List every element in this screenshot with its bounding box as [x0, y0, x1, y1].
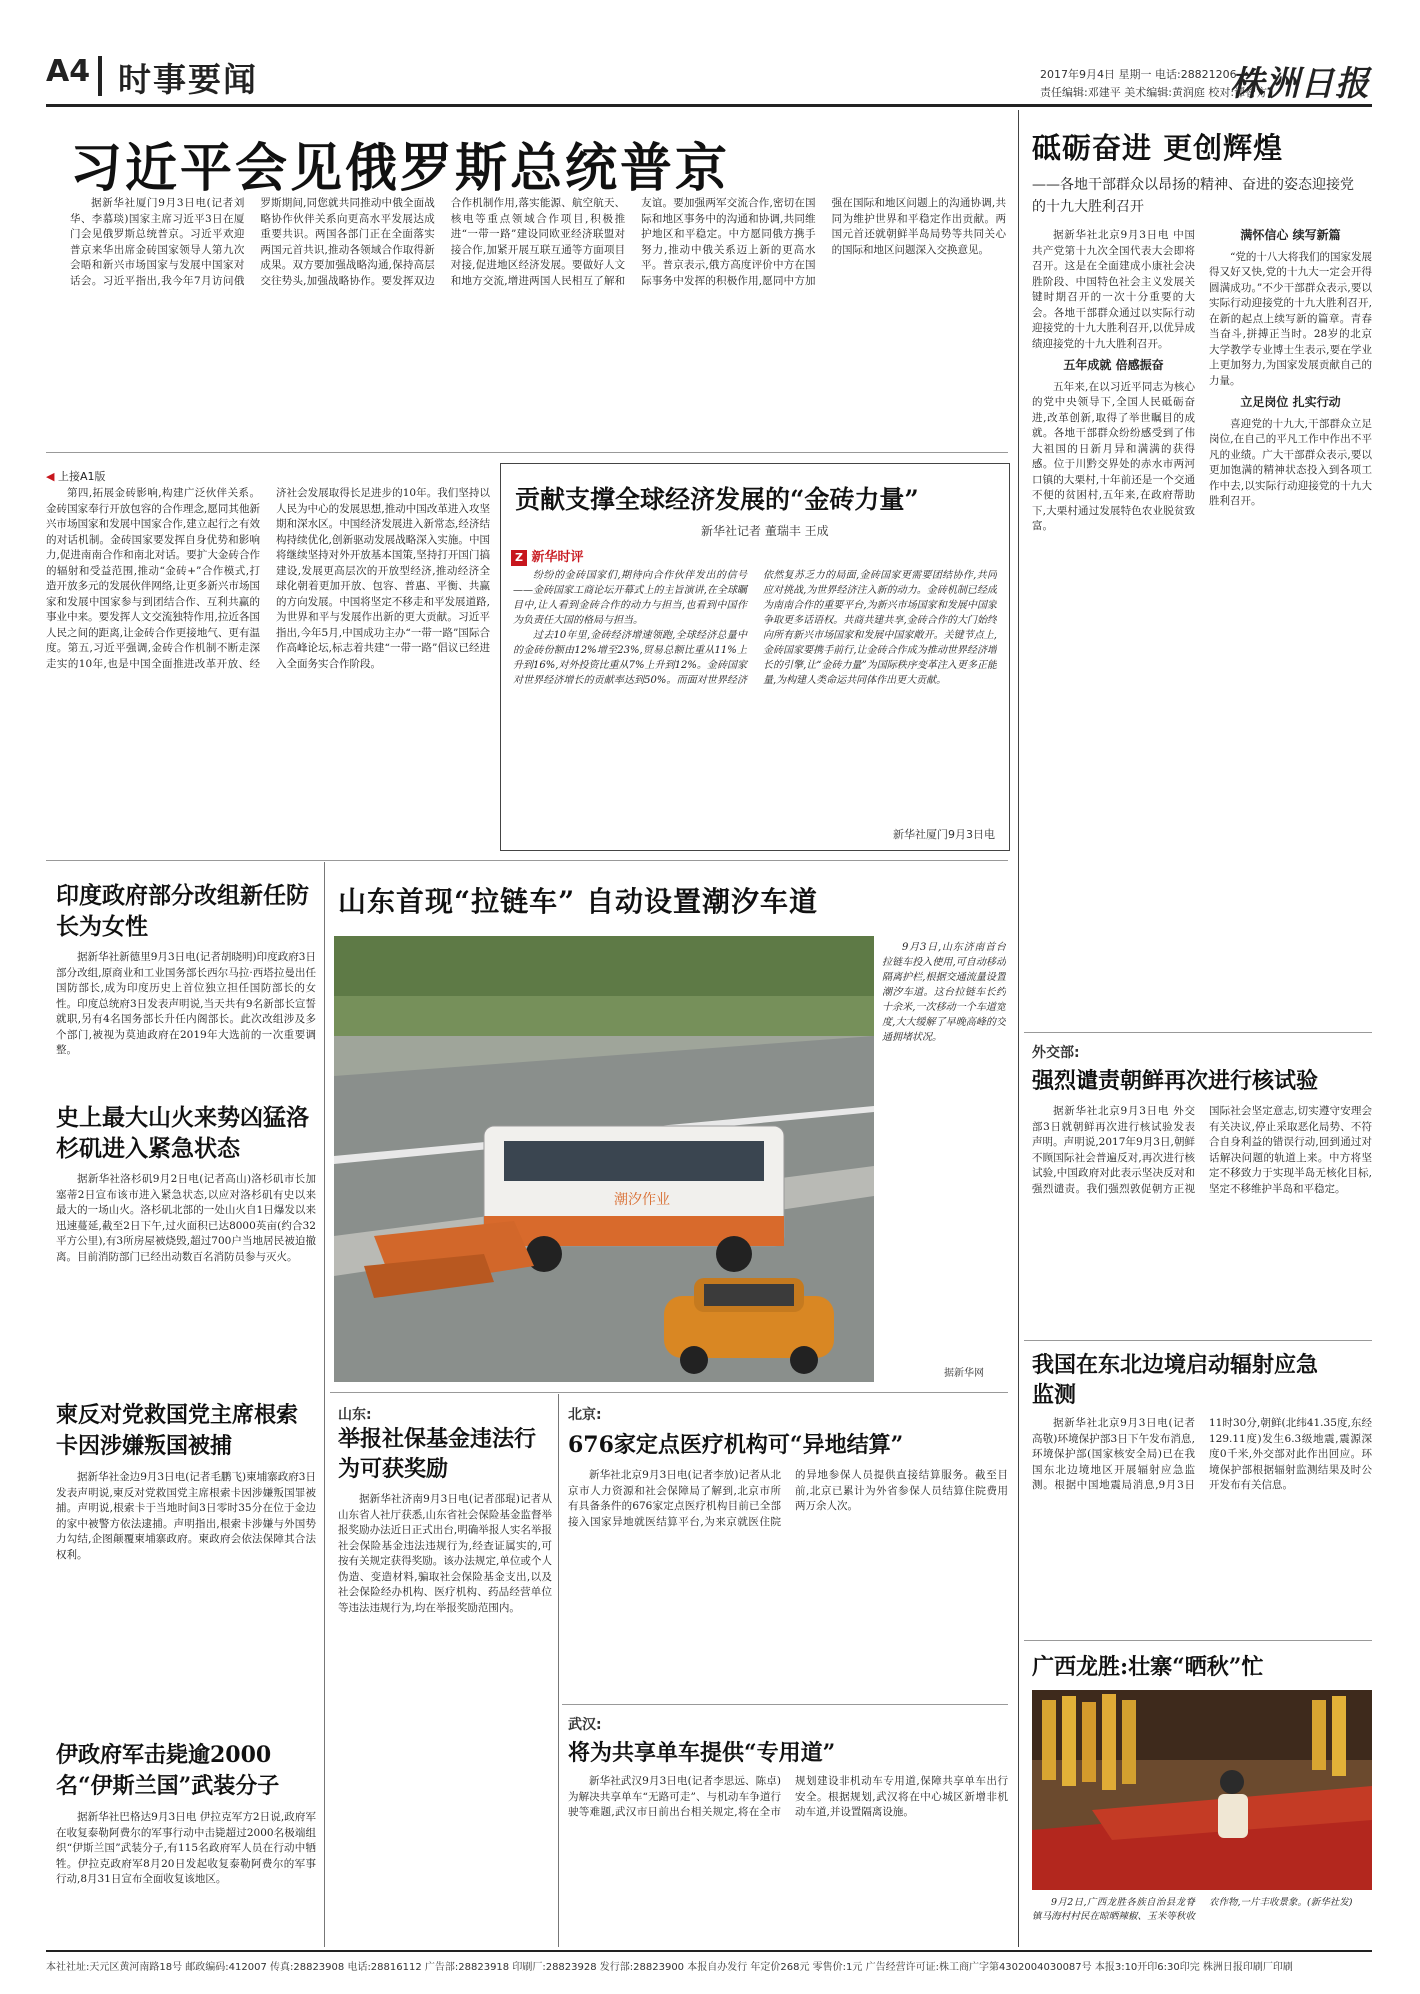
beijing-bottom-rule	[562, 1704, 1008, 1705]
commentary-box	[500, 463, 1010, 851]
footer-rule	[46, 1950, 1372, 1952]
wuhan-title: 将为共享单车提供“专用道”	[568, 1740, 836, 1766]
lead-bottom-rule	[46, 452, 1008, 453]
india-title	[56, 880, 316, 942]
villager-figure	[1218, 1770, 1248, 1838]
right-lead-paragraph-c: “党的十八大将我们的国家发展得又好又快,党的十九大一定会开得圆满成功。”不少干部群众表示,要以实际行动迎接党的十九大胜利召开,在新的起点上续写新的篇章。青春当奋斗,拼搏正当时。28岁的北京大学教学专业博士生表示,要在学业上更加努力,为国家发展贡献自己的力量。	[1209, 250, 1372, 387]
paper-logo: 株洲日报	[1230, 64, 1370, 104]
radiation-title-text: 我国在东北边境启动辐射应急监测	[1032, 1352, 1319, 1408]
lead-continued-paragraph: 第四,拓展金砖影响,构建广泛伙伴关系。金砖国家奉行开放包容的合作理念,愿同其他新兴市场国家和发展中国家合作,建立起行之有效的对话机制。金砖国家要发挥自身优势和影响力,促进南南合作和南北对话。要扩大金砖合作的辐射和受益范围,推动“金砖+”合作模式,打造开放多元的发展伙伴网络,让更多新兴市场国家和发展中国家参与到团结合作、互利共赢的事业中来。要发挥人文交流独特作用,拉近各国人民之间的距离,让金砖合作更接地气、更有温度。第五,习近平强调,金砖合作机制不断走深走实的10年,也是中国全面推进改革开放、经济社会发展取得长足进步的10年。我们坚持以人民为中心的发展思想,推动中国改革进入攻坚期和深水区。中国经济发展进入新常态,经济结构持续优化,创新驱动发展战略深入实施。中国将继续坚持对外开放基本国策,坚持打开国门搞建设,发展更高层次的开放型经济,推动经济全球化朝着更加开放、包容、普惠、平衡、共赢的方向发展。中国将坚定不移走和平发展道路,为世界和平与发展作出新的更大贡献。习近平指出,今年5月,中国成功主办“一带一路”国际合作高峰论坛,标志着共建“一带一路”倡议已经进入全面务实合作阶段。	[46, 487, 490, 670]
lead-paragraph: 据新华社厦门9月3日电(记者刘华、李慕琰)国家主席习近平3日在厦门会见俄罗斯总统普京。习近平欢迎普京来华出席金砖国家领导人第九次会晤和新兴市场国家与发展中国家对话会。习近平指出,我今年7月访问俄罗斯期间,同您就共同推动中俄全面战略协作伙伴关系向更高水平发展达成重要共识。两国各部门正在全面落实两国元首共识,推动各领域合作取得新成果。双方要加强战略沟通,保持高层交往势头,加强战略协作。要发挥双边合作机制作用,落实能源、航空航天、核电等重点领域合作项目,积极推进“一带一路”建设同欧亚经济联盟对接合作,加紧开展互联互通等方面项目对接,促进地区经济发展。要做好人文和地方交流,增进两国人民相互了解和友谊。要加强两军交流合作,密切在国际和地区事务中的沟通和协调,共同维护地区和平稳定。中方愿同俄方携手努力,推动中俄关系迈上新的更高水平。普京表示,俄方高度评价中方在国际事务中发挥的积极作用,愿同中方加强在国际和地区问题上的沟通协调,共同为维护世界和平稳定作出贡献。两国元首还就朝鲜半岛局势等共同关心的国际和地区问题深入交换意见。	[70, 197, 1006, 287]
radiation-body	[1032, 1416, 1372, 1634]
radiation-title	[1032, 1350, 1332, 1410]
footer-info: 本社社址:天元区黄河南路18号 邮政编码:412007 传真:28823908 电话:28816112 广告部:28823918 印刷厂:28823928 发行部:28823900 本报自办发行 年定价268元 零售价:1元 广告经营许可证:株工商广字第4302004030087号 本报3:10开印6:30印完 株洲日报印刷厂印刷	[46, 1962, 1293, 1973]
zipper-title: 山东首现“拉链车” 自动设置潮汐车道	[338, 885, 818, 918]
commentary-tag-label: 新华时评	[531, 550, 584, 565]
right-lead-body	[1032, 228, 1372, 1026]
india-title-text: 印度政府部分改组新任防长为女性	[56, 882, 309, 940]
nkorea-title: 强烈谴责朝鲜再次进行核试验	[1032, 1068, 1319, 1094]
nkorea-tag: 外交部:	[1032, 1045, 1080, 1061]
right-subhead-2: 满怀信心 续写新篇	[1240, 228, 1341, 242]
commentary-paragraph: 过去10年里,金砖经济增速领跑,全球经济总量中的金砖份额由12%增至23%,贸易总额比重从11%上升到16%,对外投资比重从7%上升到12%。金砖国家对世界经济增长的贡献率达到50%。而面对世界经济依然复苏乏力的局面,金砖国家更需要团结协作,共同应对挑战,为世界经济注入新的动力。金砖机制已经成为南南合作的重要平台,为新兴市场国家和发展中国家争取更多话语权。共商共建共享,金砖合作的大门始终向所有新兴市场国家和发展中国家敞开。关键节点上,金砖国家要携手前行,让金砖合作成为推动世界经济增长的引擎,让“金砖力量”为国际秩序变革注入更多正能量,为构建人类命运共同体作出更大贡献。	[513, 570, 997, 686]
guangxi-photo	[1032, 1690, 1372, 1890]
jump-marker	[46, 468, 106, 484]
wuhan-body	[568, 1774, 1008, 1946]
right-subhead-3: 立足岗位 扎实行动	[1240, 395, 1341, 409]
commentary-title: 贡献支撑全球经济发展的“金砖力量”	[515, 485, 919, 514]
left-col-divider	[324, 862, 325, 1947]
beijing-title: 676家定点医疗机构可“异地结算”	[568, 1432, 904, 1458]
commentary-tag	[511, 546, 584, 566]
mid-section-rule	[330, 1392, 1008, 1393]
zipper-photo-svg	[334, 936, 874, 1382]
fire-paragraph: 据新华社洛杉矶9月2日电(记者高山)洛杉矶市长加塞蒂2日宣布该市进入紧急状态,以应对洛杉矶有史以来最大的一场山火。洛杉矶北部的一处山火自1日爆发以来迅速蔓延,截至2日下午,过火面积已达8000英亩(约合32平方公里),有3所房屋被烧毁,超过700户当地居民被迫撤离。目前消防部门已经出动数百名消防员参与灭火。	[56, 1173, 316, 1263]
jinan-tag: 山东:	[338, 1407, 372, 1423]
commentary-intro: 纷纷的金砖国家们,期待向合作伙伴发出的信号——金砖国家工商论坛开幕式上的主旨演讲,在全球瞩目中,让人看到金砖合作的动力与担当,也看到中国作为负责任大国的格局与担当。	[513, 570, 747, 626]
lead-body	[70, 196, 1006, 446]
wuhan-paragraph: 新华社武汉9月3日电(记者李思远、陈卓)为解决共享单车“无路可走”、与机动车争道行驶等难题,武汉市日前出台相关规定,将在全市规划建设非机动车专用道,保障共享单车出行安全。根据规划,武汉将在中心城区新增非机动车道,并设置隔离设施。	[568, 1775, 1008, 1818]
fire-title	[56, 1102, 316, 1164]
cambodia-title	[56, 1400, 318, 1462]
upper-section-rule	[46, 860, 1008, 861]
right-lead-paragraph-b: 五年来,在以习近平同志为核心的党中央领导下,全国人民砥砺奋进,改革创新,取得了举世瞩目的成就。各地干部群众纷纷感受到了伟大祖国的日新月异和满满的获得感。位于川黔交界处的赤水市两河口镇的大栗村,十年前还是一个交通不便的贫困村,五年来,在政府帮助下,大栗村通过发展特色农业脱贫致富。	[1032, 380, 1195, 532]
guangxi-title: 广西龙胜:壮寨“晒秋”忙	[1032, 1654, 1264, 1680]
guangxi-photo-svg	[1032, 1690, 1372, 1890]
zipper-credit: 据新华网	[944, 1368, 984, 1379]
iraq-body	[56, 1810, 316, 1946]
commentary-tag-icon: Z	[511, 550, 527, 566]
right-lead-paragraph-d: 喜迎党的十九大,干部群众立足岗位,在自己的平凡工作中作出不平凡的业绩。广大干部群众表示,要以更加饱满的精神状态投入到各项工作中去,以实际行动迎接党的十九大胜利召开。	[1209, 417, 1372, 507]
page-number: A4	[46, 54, 91, 89]
cambodia-title-text: 柬反对党救国党主席根索卡因涉嫌叛国被捕	[56, 1402, 299, 1459]
iraq-paragraph: 据新华社巴格达9月3日电 伊拉克军方2日说,政府军在收复泰勒阿费尔的军事行动中击毙超过2000名极端组织“伊斯兰国”武装分子,有115名政府军人员在行动中牺牲。伊拉克政府军8月20日发起收复泰勒阿费尔的军事行动,8月31日宣布全面收复该地区。	[56, 1811, 316, 1885]
header-editors: 责任编辑:邓建平 美术编辑:黄润庭 校对:谭智方	[1040, 86, 1268, 99]
beijing-body	[568, 1468, 1008, 1698]
beijing-tag: 北京:	[568, 1407, 602, 1423]
india-paragraph: 据新华社新德里9月3日电(记者胡晓明)印度政府3日部分改组,原商业和工业国务部长西尔马拉·西塔拉曼出任国防部长,成为印度历史上首位独立担任国防部长的女性。印度总统府3日发表声明说,当天共有9名新部长宣誓就职,另有4名国务部长升任内阁部长。此次改组涉及多个部门,被视为莫迪政府在2019年大选前的一次重要调整。	[56, 951, 316, 1056]
right-rule-1	[1024, 1032, 1372, 1033]
india-body	[56, 950, 316, 1090]
iraq-title-text: 伊政府军击毙逾2000名“伊斯兰国”武装分子	[56, 1742, 280, 1799]
jinan-body	[338, 1492, 552, 1946]
right-lead-paragraph-a: 据新华社北京9月3日电 中国共产党第十九次全国代表大会即将召开。这是在全面建成小康社会决胜阶段、中国特色社会主义发展关键时期召开的一次十分重要的大会。各地干部群众通过以实际行动迎接党的十九大胜利召开,以优异成绩迎接党的十九大胜利召开。	[1032, 229, 1195, 350]
nkorea-body	[1032, 1104, 1372, 1334]
lead-continued-body	[46, 486, 490, 851]
iraq-title	[56, 1740, 318, 1802]
right-lead-title: 砥砺奋进 更创辉煌	[1032, 131, 1284, 165]
zipper-caption	[882, 940, 1006, 1340]
nkorea-paragraph: 据新华社北京9月3日电 外交部3日就朝鲜再次进行核试验发表声明。声明说,2017年9月3日,朝鲜不顾国际社会普遍反对,再次进行核试验,中国政府对此表示坚决反对和强烈谴责。我们强烈敦促朝方正视国际社会坚定意志,切实遵守安理会有关决议,停止采取恶化局势、不符合自身利益的错误行动,回到通过对话解决问题的轨道上来。中方将坚定不移致力于实现半岛无核化目标,坚定不移维护半岛和平稳定。	[1032, 1105, 1372, 1195]
commentary-body	[513, 568, 997, 820]
header-date: 2017年9月4日 星期一 电话:28821206	[1040, 68, 1237, 81]
fire-title-text: 史上最大山火来势凶猛洛杉矶进入紧急状态	[56, 1104, 309, 1162]
jump-arrow-icon: ◀	[46, 470, 55, 483]
header-rule	[46, 104, 1372, 107]
guangxi-caption	[1032, 1896, 1372, 1944]
right-lead-subtitle: ——各地干部群众以昂扬的精神、奋进的姿态迎接党的十九大胜利召开	[1032, 177, 1354, 215]
jump-label: 上接A1版	[57, 470, 106, 483]
page-header	[0, 0, 1420, 110]
jinan-paragraph: 据新华社济南9月3日电(记者邵琨)记者从山东省人社厅获悉,山东省社会保险基金监督举报奖励办法近日正式出台,明确举报人实名举报社会保险基金违法违规行为,经查证属实的,可按有关规定获得奖励。该办法规定,单位或个人伪造、变造材料,骗取社会保险基金支出,以及社会保险经办机构、医疗机构、药品经营单位等违法违规行为,均在举报奖励范围内。	[338, 1493, 552, 1614]
zipper-caption-text: 9月3日,山东济南首台拉链车投入使用,可自动移动隔离护栏,根据交通流量设置潮汐车道。这台拉链车长约十余米,一次移动一个车道宽度,大大缓解了早晚高峰的交通拥堵状况。	[882, 942, 1006, 1043]
commentary-sign: 新华社厦门9月3日电	[893, 828, 995, 841]
fire-body	[56, 1172, 316, 1362]
radiation-paragraph: 据新华社北京9月3日电(记者高敬)环境保护部3日下午发布消息,环境保护部(国家核安全局)已在我国东北边境地区开展辐射应急监测。根据中国地震局消息,9月3日11时30分,朝鲜(北纬41.35度,东经129.11度)发生6.3级地震,震源深度0千米,外交部对此作出回应。环境保护部根据辐射监测结果及时公开发布有关信息。	[1032, 1417, 1372, 1491]
commentary-byline: 新华社记者 董瑞丰 王成	[701, 524, 829, 538]
jinan-title	[338, 1424, 552, 1484]
beijing-paragraph: 新华社北京9月3日电(记者李放)记者从北京市人力资源和社会保障局了解到,北京市所有具备条件的676家定点医疗机构目前已全部接入国家异地就医结算平台,为来京就医住院的异地参保人员提供直接结算服务。截至目前,北京已累计为外省参保人员结算住院费用两万余人次。	[568, 1469, 1008, 1528]
section-title: 时事要闻	[118, 60, 258, 99]
right-rule-2	[1024, 1340, 1372, 1341]
right-col-divider	[1018, 110, 1019, 1947]
guangxi-caption-text: 9月2日,广西龙胜各族自治县龙脊镇马海村村民在晾晒辣椒、玉米等秋收农作物,一片丰收景象。(新华社发)	[1032, 1897, 1353, 1922]
right-subhead-1: 五年成就 倍感振奋	[1063, 358, 1164, 372]
right-rule-3	[1024, 1640, 1372, 1641]
wuhan-tag: 武汉:	[568, 1717, 602, 1733]
zipper-photo	[334, 936, 874, 1382]
cambodia-body	[56, 1470, 316, 1732]
mid-col-divider	[558, 1394, 559, 1947]
jinan-title-text: 举报社保基金违法行为可获奖励	[338, 1426, 537, 1482]
header-divider-bar	[98, 56, 102, 96]
cambodia-paragraph: 据新华社金边9月3日电(记者毛鹏飞)柬埔寨政府3日发表声明说,柬反对党救国党主席根索卡因涉嫌叛国罪被捕。声明说,根索卡于当地时间3日零时35分在位于金边的家中被警方依法逮捕。声明指出,根索卡涉嫌与外国势力勾结,企图颠覆柬埔寨政府。柬政府会依法保障其合法权利。	[56, 1471, 316, 1561]
lead-headline: 习近平会见俄罗斯总统普京	[70, 138, 731, 199]
bus-sign: 潮汐作业	[614, 1192, 670, 1208]
